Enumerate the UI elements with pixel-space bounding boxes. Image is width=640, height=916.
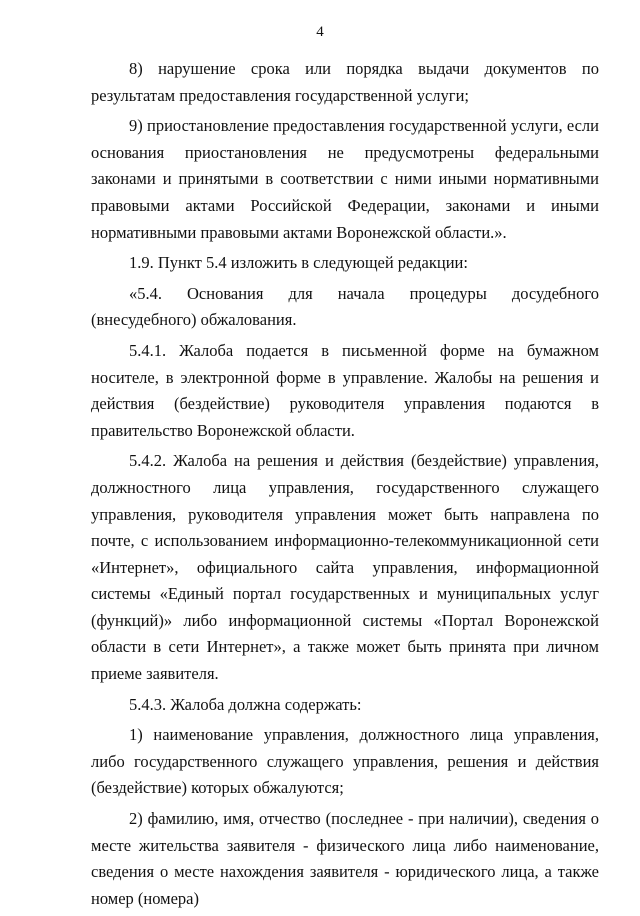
paragraph-clause-1-9: 1.9. Пункт 5.4 изложить в следующей редакции: <box>129 253 468 273</box>
paragraph-5-4-2: 5.4.2. Жалоба на решения и действия (бездействие) управления, должностного лица управления, государственного служащего управления, руководителя управления может быть направлена по почте, с использованием информационно-телекоммуникационной сети «Интернет», официального сайта управления, информационной системы «Единый портал государственных и муниципальных услуг (функций)» либо информационной системы «Портал Воронежской области в сети Интернет», а также может быть принята при личном приеме заявителя. <box>91 451 599 684</box>
paragraph-item-9: 9) приостановление предоставления государственной услуги, если основания приостановления не предусмотрены федеральными законами и принятыми в соответствии с ними иными нормативными правовыми актами Российской Федерации, законами и иными нормативными правовыми актами Воронежской области.». <box>91 116 599 242</box>
paragraph-requirement-1: 1) наименование управления, должностного лица управления, либо государственного служащего управления, решения и действия (бездействие) которых обжалуются; <box>91 725 599 798</box>
paragraph-5-4-1: 5.4.1. Жалоба подается в письменной форме на бумажном носителе, в электронной форме в управление. Жалобы на решения и действия (бездействие) руководителя управления подаются в правительство Воронежской области. <box>91 340 599 440</box>
paragraph-section-5-4-heading: «5.4. Основания для начала процедуры досудебного (внесудебного) обжалования. <box>91 283 599 330</box>
paragraph-5-4-3: 5.4.3. Жалоба должна содержать: <box>129 694 362 714</box>
page-number: 4 <box>316 24 324 40</box>
document-body <box>91 56 599 916</box>
paragraph-requirement-2: 2) фамилию, имя, отчество (последнее - при наличии), сведения о месте жительства заявителя - физического лица либо наименование, сведения о месте нахождения заявителя - юридического лица, а также номер (номера) <box>91 809 599 908</box>
paragraph-item-8: 8) нарушение срока или порядка выдачи документов по результатам предоставления государственной услуги; <box>91 59 599 105</box>
